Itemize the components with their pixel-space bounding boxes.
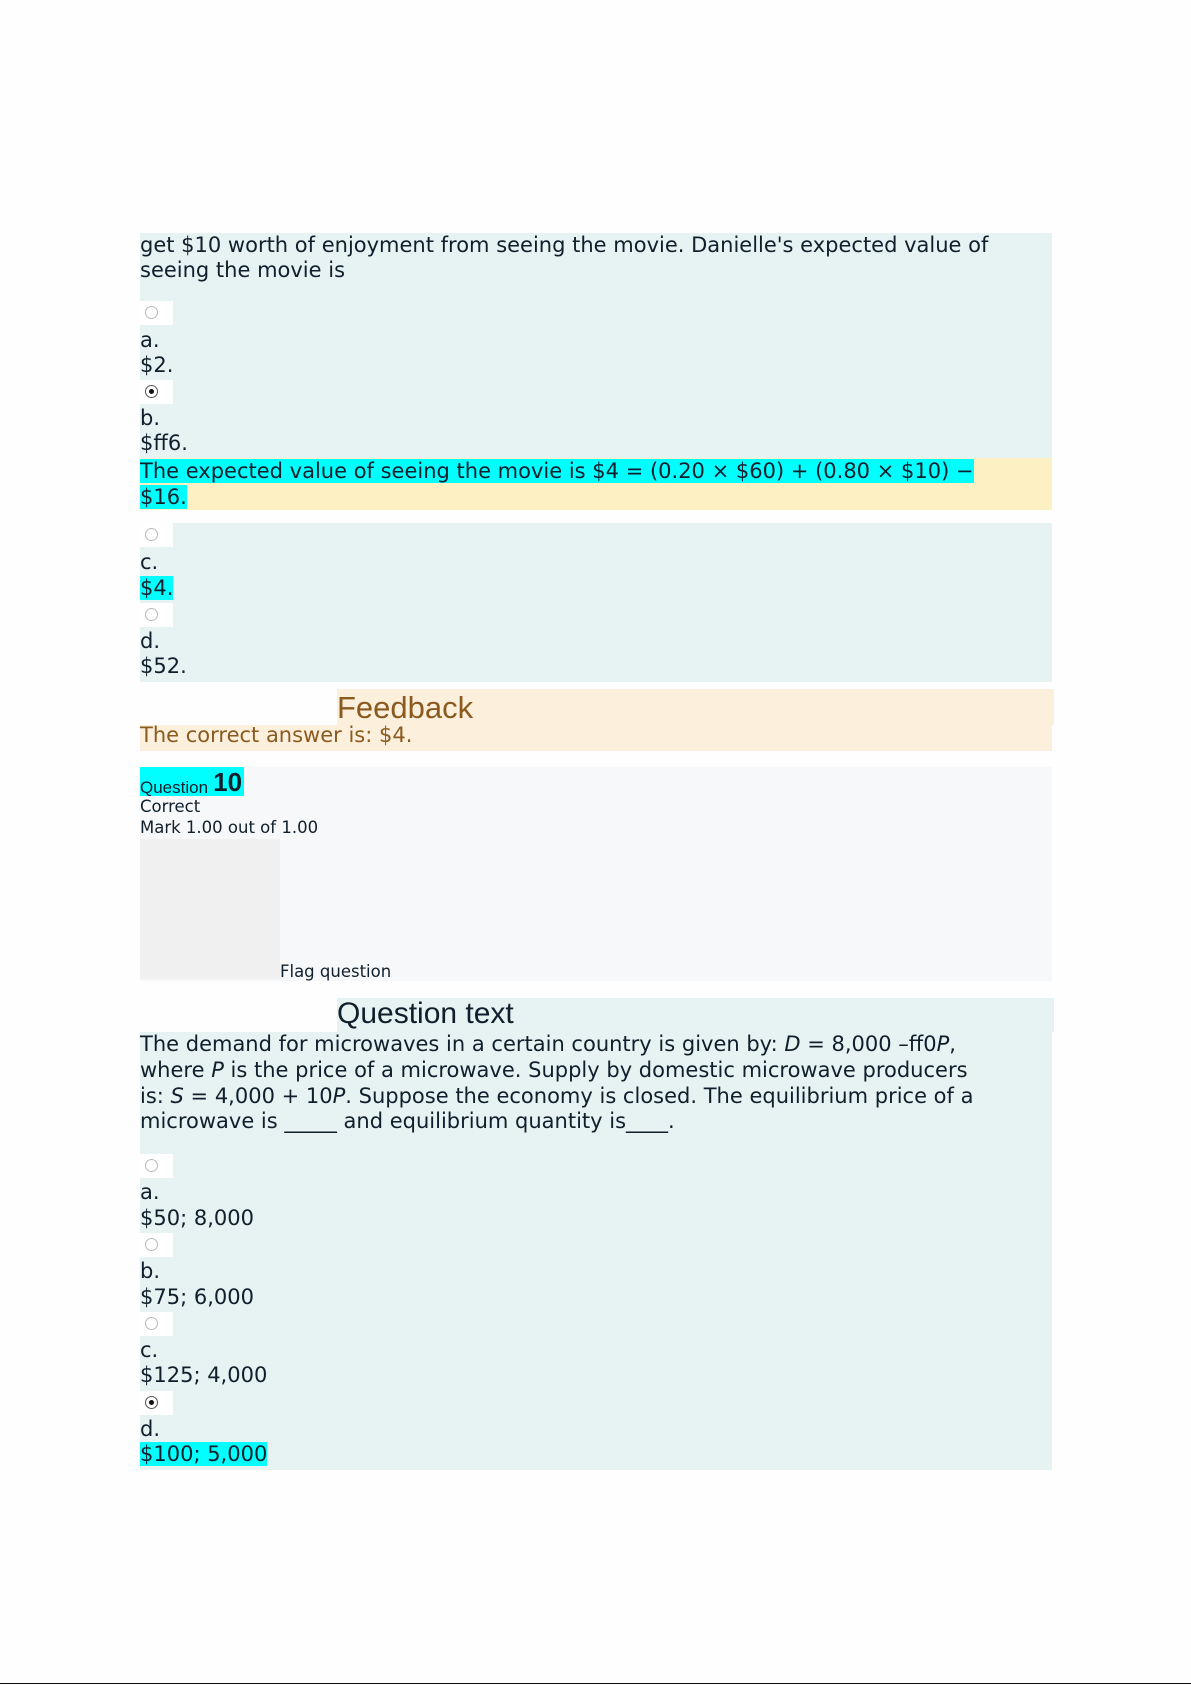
answer-c-letter: c. xyxy=(140,550,159,574)
q10-answer-b-radio-wrap[interactable] xyxy=(140,1233,173,1257)
q10-answer-c-text: $125; 4,000 xyxy=(140,1363,268,1387)
q10-answer-d-radio[interactable] xyxy=(145,1396,158,1409)
feedback-correct-answer: The correct answer is: $4. xyxy=(140,723,413,747)
answer-d-text: $52. xyxy=(140,654,187,678)
question-text-heading: Question text xyxy=(337,997,514,1030)
answer-c-radio[interactable] xyxy=(145,528,158,541)
q10-answer-a-radio[interactable] xyxy=(145,1159,158,1172)
q10-answer-b-letter: b. xyxy=(140,1259,161,1283)
answer-b-radio-wrap[interactable] xyxy=(140,380,173,404)
answer-a-radio[interactable] xyxy=(145,306,158,319)
answer-c-radio-wrap[interactable] xyxy=(140,523,173,547)
question-label: Question xyxy=(140,778,209,797)
question10-text-line3: is: S = 4,000 + 10P. Suppose the economy is closed. The equilibrium price of a xyxy=(140,1084,974,1108)
question9-text-line1: get $10 worth of enjoyment from seeing the movie. Danielle's expected value of xyxy=(140,233,989,257)
answer-d-radio-wrap[interactable] xyxy=(140,603,173,627)
answer-a-text: $2. xyxy=(140,353,174,377)
question9-options-lower xyxy=(140,523,1052,682)
answer-b-letter: b. xyxy=(140,406,161,430)
flag-icon[interactable] xyxy=(140,839,280,979)
q10-answer-c-radio-wrap[interactable] xyxy=(140,1312,173,1336)
feedback-heading: Feedback xyxy=(337,690,474,725)
q10-answer-a-text: $50; 8,000 xyxy=(140,1206,254,1230)
answer-d-radio[interactable] xyxy=(145,608,158,621)
q10-answer-a-letter: a. xyxy=(140,1180,160,1204)
q10-answer-b-radio[interactable] xyxy=(145,1238,158,1251)
answer-a-letter: a. xyxy=(140,328,160,352)
q10-answer-b-text: $75; 6,000 xyxy=(140,1285,254,1309)
question-status: Correct xyxy=(140,797,201,816)
question-number-value: 10 xyxy=(213,767,243,797)
q10-answer-c-radio[interactable] xyxy=(145,1317,158,1330)
answer-d-letter: d. xyxy=(140,629,161,653)
rationale-line2: $16. xyxy=(140,485,187,509)
answer-c-text: $4. xyxy=(140,576,174,600)
rationale-line1: The expected value of seeing the movie is $4 = (0.20 × $60) + (0.80 × $10) − xyxy=(140,459,974,483)
page-bottom-divider xyxy=(0,1683,1191,1684)
question-mark: Mark 1.00 out of 1.00 xyxy=(140,818,319,837)
q10-answer-c-letter: c. xyxy=(140,1338,159,1362)
question10-text-line1: The demand for microwaves in a certain country is given by: D = 8,000 –ff0P, xyxy=(140,1032,956,1056)
question9-text-line2: seeing the movie is xyxy=(140,258,346,282)
answer-b-radio[interactable] xyxy=(145,385,158,398)
question10-text-line2: where P is the price of a microwave. Supply by domestic microwave producers xyxy=(140,1058,968,1082)
flag-question-link[interactable]: Flag question xyxy=(280,962,392,981)
q10-answer-a-radio-wrap[interactable] xyxy=(140,1154,173,1178)
question10-text-line4: microwave is _____ and equilibrium quantity is____. xyxy=(140,1109,675,1133)
answer-a-radio-wrap[interactable] xyxy=(140,301,173,325)
answer-b-text: $ff6. xyxy=(140,431,188,455)
q10-answer-d-text: $100; 5,000 xyxy=(140,1442,268,1466)
question-number xyxy=(140,767,244,796)
q10-answer-d-letter: d. xyxy=(140,1417,161,1441)
q10-answer-d-radio-wrap[interactable] xyxy=(140,1391,173,1415)
